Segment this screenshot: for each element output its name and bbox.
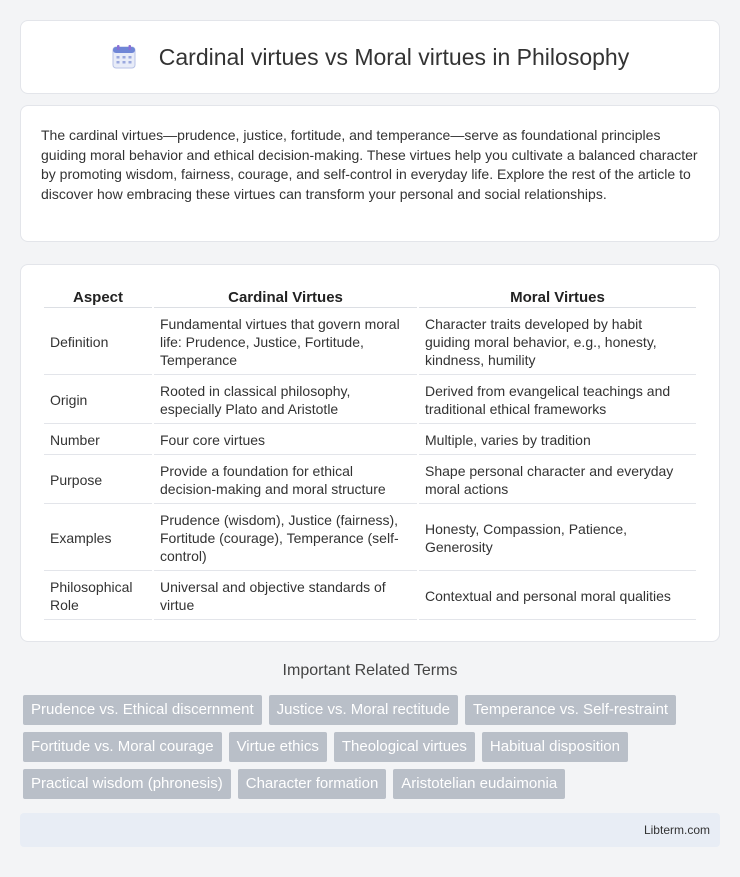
table-cell: Universal and objective standards of virtue — [154, 573, 417, 620]
table-cell: Examples — [44, 506, 152, 571]
table-row — [44, 573, 696, 620]
table-cell: Purpose — [44, 457, 152, 504]
table-cell: Fundamental virtues that govern moral life: Prudence, Justice, Fortitude, Temperance — [154, 310, 417, 375]
footer-site-link[interactable]: Libterm.com — [643, 823, 710, 837]
tag-row — [23, 769, 723, 799]
table-cell: Derived from evangelical teachings and traditional ethical frameworks — [419, 377, 696, 424]
table-cell: Contextual and personal moral qualities — [419, 573, 696, 620]
table-cell: Shape personal character and everyday moral actions — [419, 457, 696, 504]
table-header-row — [44, 287, 696, 308]
column-header-cardinal: Cardinal Virtues — [154, 287, 417, 308]
table-cell: Provide a foundation for ethical decision-making and moral structure — [154, 457, 417, 504]
related-term-tag[interactable]: Character formation — [238, 769, 387, 799]
table-cell: Rooted in classical philosophy, especially Plato and Aristotle — [154, 377, 417, 424]
related-term-tag[interactable]: Aristotelian eudaimonia — [393, 769, 565, 799]
related-term-tag[interactable]: Practical wisdom (phronesis) — [23, 769, 231, 799]
table-row — [44, 426, 696, 455]
table-cell: Philosophical Role — [44, 573, 152, 620]
comparison-table-card — [20, 264, 720, 642]
column-header-aspect: Aspect — [44, 287, 152, 308]
calendar-icon — [111, 44, 137, 70]
table-cell: Four core virtues — [154, 426, 417, 455]
page-title: Cardinal virtues vs Moral virtues in Philosophy — [158, 43, 630, 70]
related-terms-title: Important Related Terms — [282, 662, 458, 679]
related-term-tag[interactable]: Fortitude vs. Moral courage — [23, 732, 222, 762]
related-terms-list — [23, 695, 723, 806]
table-row — [44, 310, 696, 375]
table-cell: Multiple, varies by tradition — [419, 426, 696, 455]
table-cell: Character traits developed by habit guiding moral behavior, e.g., honesty, kindness, humility — [419, 310, 696, 375]
table-cell: Definition — [44, 310, 152, 375]
related-term-tag[interactable]: Theological virtues — [334, 732, 475, 762]
table-cell: Origin — [44, 377, 152, 424]
table-row — [44, 457, 696, 504]
comparison-table — [42, 285, 698, 622]
related-term-tag[interactable]: Temperance vs. Self-restraint — [465, 695, 676, 725]
intro-card — [20, 105, 720, 242]
tag-row — [23, 695, 723, 725]
table-row — [44, 506, 696, 571]
footer — [20, 813, 720, 847]
table-row — [44, 377, 696, 424]
header-card — [20, 20, 720, 94]
related-term-tag[interactable]: Justice vs. Moral rectitude — [269, 695, 458, 725]
column-header-moral: Moral Virtues — [419, 287, 696, 308]
table-cell: Honesty, Compassion, Patience, Generosity — [419, 506, 696, 571]
intro-text: The cardinal virtues—prudence, justice, fortitude, and temperance—serve as foundational principles guiding moral behavior and ethical decision-making. These virtues help you cultivate a balanced character by promoting wisdom, fairness, courage, and self-control in everyday life. Explore the rest of the article to discover how embracing these virtues can transform your personal and social relationships. — [41, 127, 698, 202]
table-cell: Number — [44, 426, 152, 455]
related-term-tag[interactable]: Virtue ethics — [229, 732, 327, 762]
related-term-tag[interactable]: Prudence vs. Ethical discernment — [23, 695, 262, 725]
related-term-tag[interactable]: Habitual disposition — [482, 732, 628, 762]
tag-row — [23, 732, 723, 762]
table-cell: Prudence (wisdom), Justice (fairness), Fortitude (courage), Temperance (self-control) — [154, 506, 417, 571]
